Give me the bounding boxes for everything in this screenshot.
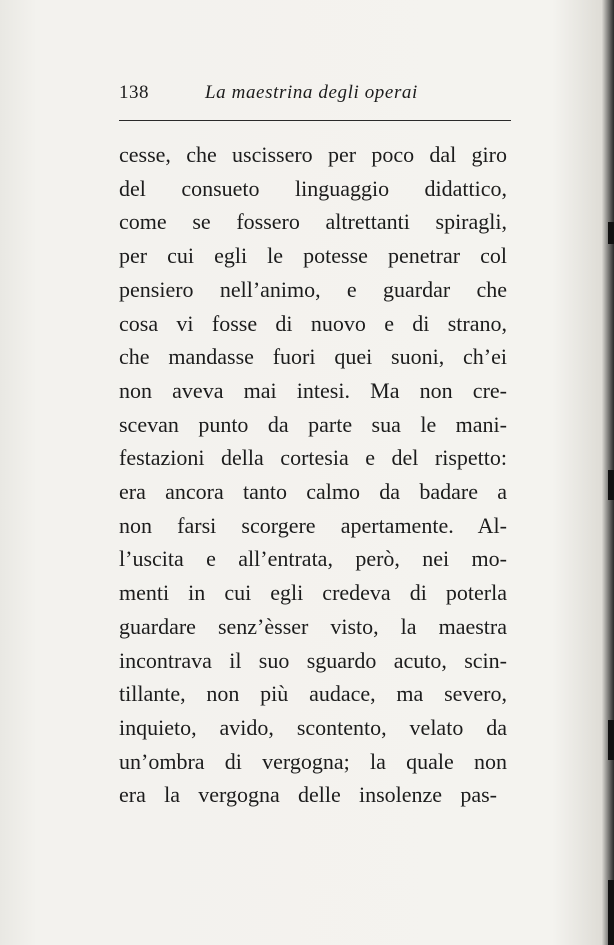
running-title: La maestrina degli operai [205, 82, 418, 103]
page-edge-mark [608, 222, 614, 244]
text-line: inquieto, avido, scontento, velato da [119, 714, 507, 740]
text-line: guardare senz’èsser visto, la maestra [119, 613, 507, 639]
text-line: cosa vi fosse di nuovo e di strano, [119, 310, 507, 336]
text-line: non farsi scorgere apertamente. Al- [119, 512, 507, 538]
text-line: del consueto linguaggio didattico, [119, 175, 507, 201]
text-line: un’ombra di vergogna; la quale non [119, 748, 507, 774]
text-line: per cui egli le potesse penetrar col [119, 243, 507, 269]
page-number: 138 [119, 82, 149, 103]
text-line: come se fossero altrettanti spiragli, [119, 209, 507, 235]
text-line: non aveva mai intesi. Ma non cre- [119, 377, 507, 403]
header-rule [119, 120, 511, 121]
page-header [119, 82, 511, 110]
text-line: cesse, che uscissero per poco dal giro [119, 142, 507, 167]
page-edge-mark [608, 720, 614, 760]
text-line: che mandasse fuori quei suoni, ch’ei [119, 344, 507, 370]
page-edge-mark [608, 880, 614, 945]
text-line: era ancora tanto calmo da badare a [119, 479, 507, 505]
page-edge-mark [608, 470, 614, 500]
text-line: tillante, non più audace, ma severo, [119, 681, 507, 707]
text-line: l’uscita e all’entrata, però, nei mo- [119, 546, 507, 572]
body-text [119, 138, 511, 812]
text-line: era la vergogna delle insolenze pas- [119, 782, 497, 808]
text-line: incontrava il suo sguardo acuto, scin- [119, 647, 507, 673]
text-line: pensiero nell’animo, e guardar che [119, 276, 507, 302]
text-line: festazioni della cortesia e del rispetto: [119, 445, 507, 471]
text-line: menti in cui egli credeva di poterla [119, 580, 507, 606]
text-line: scevan punto da parte sua le mani- [119, 411, 507, 437]
